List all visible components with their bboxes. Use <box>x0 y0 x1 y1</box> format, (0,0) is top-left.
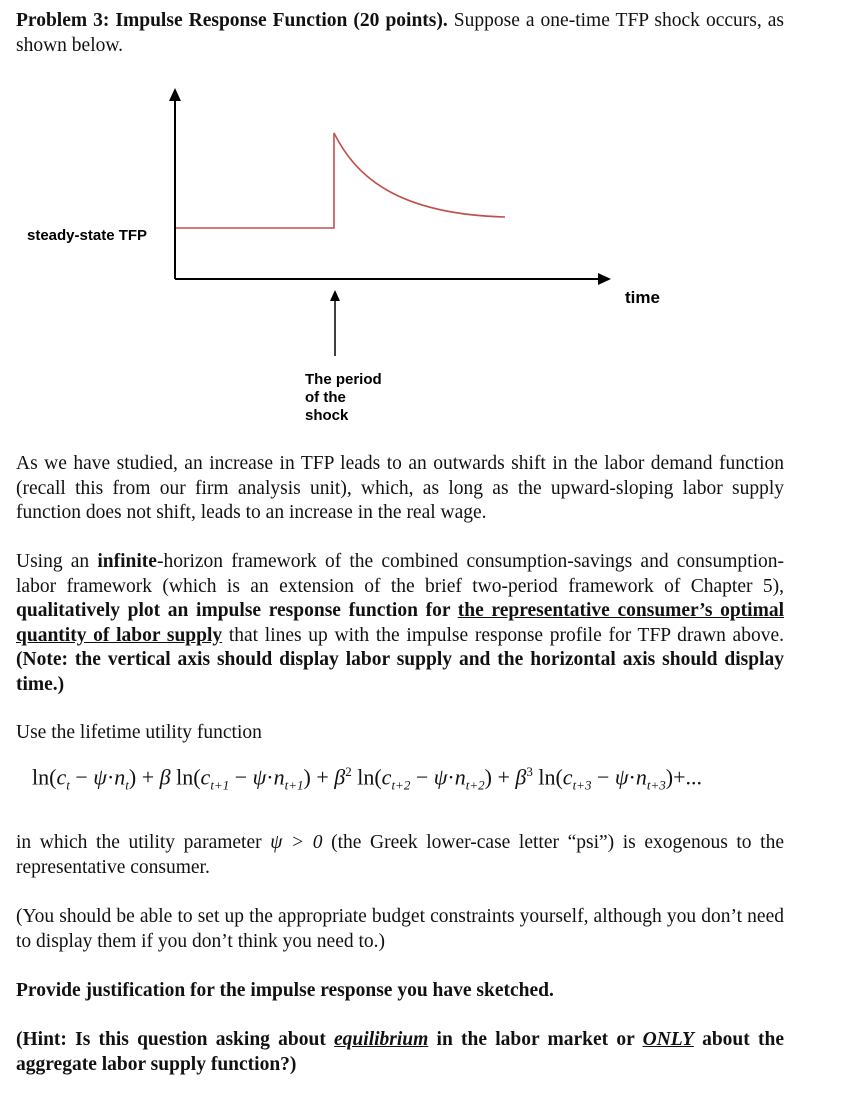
p2-infinite: infinite <box>97 551 157 572</box>
psi-1: ψ <box>93 764 107 790</box>
paragraph-justification: Provide justification for the impulse response you have sketched. <box>16 980 554 1001</box>
paragraph-psi-definition <box>16 831 784 880</box>
paragraph-tfp-labor-demand: As we have studied, an increase in TFP leads to an outwards shift in the labor demand function (recall this from our firm analysis unit), which, as long as the upward-sloping labor supply function does not shift, leads to an increase in the real wage. <box>16 453 784 523</box>
x-axis-arrowhead <box>598 273 611 285</box>
formula-tail: +... <box>673 764 703 790</box>
exp-2: 2 <box>345 764 352 779</box>
sub-t3-n: t+3 <box>646 777 666 793</box>
n-t1: n <box>273 764 285 790</box>
hint-text-3: about the aggregate labor supply function?) <box>16 1029 784 1075</box>
lifetime-utility-formula: $\ln(c_t - \psi\cdot n_t) + \beta$ $\ln(c_{t+1} - \psi\cdot n_{t+1}) + \beta^2$ $\ln(c_{t+2} - \psi\cdot n_{t+2}) + \beta^3$ $\ln(c_{t+3} - \psi\cdot n_{t+3})+$... <box>32 764 703 793</box>
hint-text-2: in the labor market or <box>428 1029 643 1050</box>
n-t3: n <box>635 764 647 790</box>
p4-psi-condition: ψ > 0 <box>270 832 323 853</box>
beta-3: β <box>515 764 527 790</box>
psi-3: ψ <box>433 764 448 790</box>
sub-t1: t+1 <box>210 777 230 793</box>
sub-t3: t+3 <box>572 777 592 793</box>
sub-t2-n: t+2 <box>465 777 485 793</box>
shock-label-line-3: shock <box>305 407 349 424</box>
ln-4: ln <box>538 764 556 790</box>
tfp-impulse-figure <box>0 0 841 440</box>
hint-only: ONLY <box>642 1029 694 1050</box>
shock-arrowhead <box>330 290 340 301</box>
c-t2: c <box>381 764 392 790</box>
c-t1: c <box>200 764 211 790</box>
n-t: n <box>114 764 126 790</box>
ln-1: ln <box>32 764 50 790</box>
steady-state-tfp-label: steady-state TFP <box>27 227 148 244</box>
ln-2: ln <box>176 764 194 790</box>
p2-text-3: that lines up with the impulse response profile for TFP drawn above. <box>222 624 784 646</box>
paragraph-utility-intro: Use the lifetime utility function <box>16 722 262 743</box>
shock-label-line-2: of the <box>305 389 346 406</box>
ln-3: ln <box>357 764 375 790</box>
problem-intro: Suppose a one-time TFP shock occurs, as shown below. <box>16 10 784 56</box>
shock-label-line-1: The period <box>305 371 382 388</box>
c-t: c <box>56 764 67 790</box>
paragraph-task <box>16 550 784 697</box>
n-t2: n <box>454 764 466 790</box>
sub-t: t <box>66 777 70 793</box>
beta-1: β <box>159 764 171 790</box>
paragraph-hint <box>16 1028 784 1077</box>
sub-t2: t+2 <box>391 777 411 793</box>
y-axis-arrowhead <box>169 88 181 101</box>
c-t3: c <box>562 764 573 790</box>
time-label: time <box>625 288 660 307</box>
tfp-line <box>176 133 505 228</box>
shock-label <box>305 371 382 425</box>
p2-text-2: -horizon framework of the combined consumption-savings and consumption-labor framework (which is an extension of the brief two-period framework of Chapter 5), <box>16 551 784 597</box>
sub-t1-n: t+1 <box>284 777 304 793</box>
p2-bold-instruction: qualitatively plot an impulse response function for <box>16 600 458 621</box>
p2-note: (Note: the vertical axis should display labor supply and the horizontal axis should display time.) <box>16 649 784 695</box>
beta-2: β <box>334 764 346 790</box>
hint-text-1: (Hint: Is this question asking about <box>16 1029 335 1050</box>
p4-text-2: (the Greek lower-case letter “psi”) is exogenous to the representative consumer. <box>16 832 784 878</box>
p4-text-1: in which the utility parameter <box>16 832 271 853</box>
problem-title: Problem 3: Impulse Response Function (20 points). <box>16 10 448 31</box>
hint-equilibrium: equilibrium <box>334 1029 429 1050</box>
psi-4: ψ <box>614 764 629 790</box>
p2-text-1: Using an <box>16 551 98 572</box>
p2-labor-supply-emphasis: the representative consumer’s optimal quantity of labor supply <box>16 600 784 646</box>
paragraph-budget-constraints: (You should be able to set up the appropriate budget constraints yourself, although you don’t need to display them if you don’t think you need to.) <box>16 906 784 952</box>
exp-3: 3 <box>526 764 533 779</box>
psi-2: ψ <box>252 764 267 790</box>
sub-t-n: t <box>125 777 129 793</box>
